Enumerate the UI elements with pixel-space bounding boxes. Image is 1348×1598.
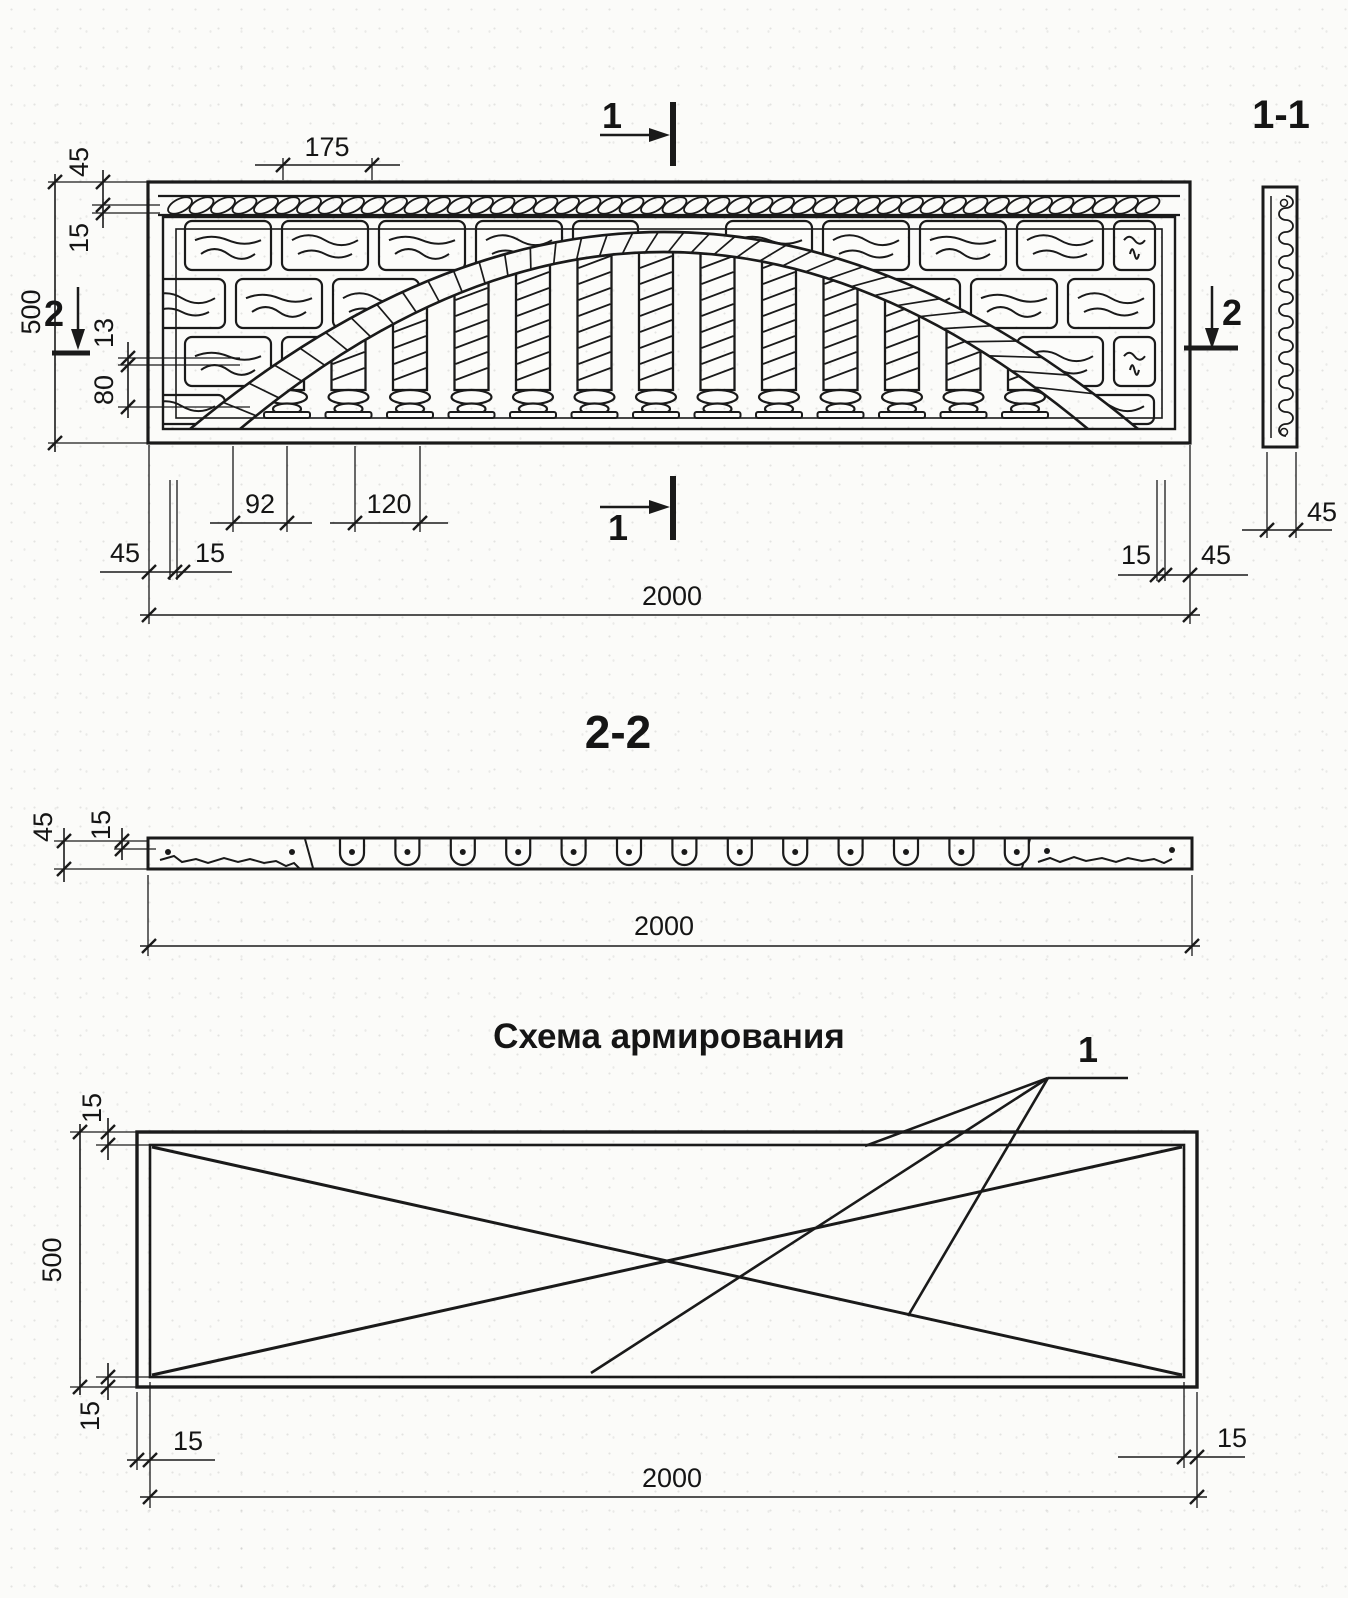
twist-line [517, 160, 549, 172]
stone-block [1068, 279, 1154, 328]
rope-hatch-line [1012, 371, 1068, 375]
rope-hatch-line [554, 242, 556, 264]
dim-label: 13 [89, 317, 119, 349]
stone-relief-right [1038, 857, 1172, 863]
pedestal-ring [698, 390, 738, 404]
twist-line [456, 160, 488, 172]
rope-link [896, 194, 925, 217]
rope-link [574, 194, 603, 217]
pedestal-ring [759, 390, 799, 404]
rope-link [1025, 194, 1054, 217]
rope-link [638, 194, 667, 217]
stone-block [1114, 337, 1155, 386]
dim-label: 15 [172, 1426, 204, 1456]
rope-link [552, 194, 581, 217]
twist-line [763, 160, 795, 172]
rope-link [488, 194, 517, 217]
rope-link [875, 194, 904, 217]
twist-line [825, 160, 857, 172]
section-dot [681, 849, 687, 855]
dim-label: 500 [16, 289, 46, 335]
section-dot [626, 849, 632, 855]
dim-label: 92 [244, 489, 276, 519]
rope-hatch-line [783, 251, 812, 266]
rope-hatch-line [714, 236, 735, 254]
pedestal-base [264, 412, 310, 418]
rope-hatch-line [223, 402, 256, 415]
rope-link [1111, 194, 1140, 217]
pedestal-base [572, 412, 618, 418]
anchor-dot [289, 849, 295, 855]
pedestal-ring [452, 390, 492, 404]
section-label: 2 [1222, 292, 1243, 333]
rope-link [466, 194, 495, 217]
rope-hatch-line [300, 348, 325, 365]
dim-label: 45 [1306, 497, 1338, 527]
section-dot [737, 849, 743, 855]
baluster-cross-sections [340, 840, 1029, 866]
rope-link [724, 194, 753, 217]
rope-hatch-line [966, 341, 1017, 342]
rope-link [402, 194, 431, 217]
anchor-dot [165, 849, 171, 855]
rope-link [703, 194, 732, 217]
pedestal-ring [821, 390, 861, 404]
rope-link [316, 194, 345, 217]
section-2-2-view [28, 706, 1192, 941]
profile-dot [1281, 429, 1288, 436]
rope-link [681, 194, 710, 217]
anchor-dot [1169, 847, 1175, 853]
dim-label: 45 [28, 811, 58, 843]
section-dot [515, 849, 521, 855]
pedestal-base [510, 412, 556, 418]
pedestal-base [756, 412, 802, 418]
anchor-dot [1044, 848, 1050, 854]
rope-hatch-line [454, 271, 463, 292]
dim-label: 15 [1120, 540, 1152, 570]
rope-hatch-line [897, 299, 940, 306]
dim-label: 15 [86, 809, 116, 841]
section-title: 2-2 [584, 706, 652, 758]
section-dot [460, 849, 466, 855]
twist-line [886, 160, 918, 172]
stone-block [1068, 395, 1154, 424]
rope-link [595, 194, 624, 217]
rope-hatch-line [600, 235, 608, 256]
dim-label: 2000 [641, 1463, 703, 1493]
stone-relief-left [160, 856, 300, 869]
rope-hatch-line [806, 258, 838, 271]
twist-line [579, 160, 611, 172]
twist-line [640, 160, 672, 172]
rope-hatch-line [645, 232, 658, 252]
pedestal-ring [1005, 390, 1045, 404]
rope-link [617, 194, 646, 217]
twist-line [1009, 160, 1041, 172]
rope-hatch-line [530, 248, 531, 270]
stone-texture [742, 249, 796, 259]
rope-hatch-line [577, 238, 582, 260]
pedestal-ring [329, 390, 369, 404]
dim-label: 2000 [633, 911, 695, 941]
rope-link [445, 194, 474, 217]
dim-label: 2000 [641, 581, 703, 611]
section-title: 1-1 [1252, 93, 1310, 137]
rope-link [1004, 194, 1033, 217]
rope-link [982, 194, 1011, 217]
scheme-title: Схема армирования [493, 1017, 845, 1056]
rope-hatch-line [428, 281, 439, 302]
dim-label: 15 [77, 1092, 107, 1124]
rope-band [165, 194, 1162, 217]
profile-relief-line [1279, 196, 1293, 436]
rope-link [337, 194, 366, 217]
rope-link [1047, 194, 1076, 217]
rope-link [767, 194, 796, 217]
pedestal-base [326, 412, 372, 418]
rope-link [251, 194, 280, 217]
twist-line [579, 240, 611, 252]
rope-link [187, 194, 216, 217]
rope-link [273, 194, 302, 217]
rope-hatch-line [402, 292, 416, 312]
rope-link [380, 194, 409, 217]
stone-block [236, 279, 322, 328]
section-dot [848, 849, 854, 855]
pedestal-ring [636, 390, 676, 404]
dim-label: 120 [366, 489, 412, 519]
twist-line [702, 160, 734, 172]
dim-label: 15 [75, 1400, 105, 1432]
section-dot [404, 849, 410, 855]
dim-label: 15 [194, 538, 226, 568]
section-dot [1014, 849, 1020, 855]
rope-link [1133, 194, 1162, 217]
rope-hatch-line [691, 234, 709, 253]
rope-link [359, 194, 388, 217]
rope-link [165, 194, 194, 217]
section-mark-1-top [600, 95, 673, 166]
rope-hatch-line [920, 312, 965, 317]
callout-label: 1 [1077, 1029, 1099, 1070]
rope-hatch-line [377, 304, 394, 324]
rope-hatch-line [989, 356, 1042, 358]
rope-link [810, 194, 839, 217]
pedestal-ring [575, 390, 615, 404]
rope-link [208, 194, 237, 217]
twist-line [640, 240, 672, 252]
rope-link [939, 194, 968, 217]
rope-link [423, 194, 452, 217]
section-label: 1 [601, 95, 622, 136]
rope-hatch-line [326, 332, 348, 350]
callout-leader [908, 1078, 1048, 1316]
dim-label: 45 [109, 538, 141, 568]
stone-block [139, 279, 225, 328]
section-dot [958, 849, 964, 855]
rope-hatch-line [668, 232, 684, 252]
section-label: 2 [43, 293, 64, 334]
pedestal-base [695, 412, 741, 418]
rope-link [294, 194, 323, 217]
elevation-view [139, 150, 1190, 443]
dim-label: 15 [1216, 1423, 1248, 1453]
pedestal-base [1002, 412, 1048, 418]
rope-link [230, 194, 259, 217]
rope-link [531, 194, 560, 217]
rope-link [789, 194, 818, 217]
section-dot [903, 849, 909, 855]
rope-hatch-line [505, 254, 508, 276]
rope-hatch-line [737, 240, 761, 257]
section-mark-2-right [1184, 286, 1242, 349]
rope-link [1090, 194, 1119, 217]
section-label: 1 [607, 507, 628, 548]
rope-hatch-line [829, 267, 864, 279]
pedestal-ring [882, 390, 922, 404]
reinforcement-view [37, 1017, 1247, 1493]
section-dot [571, 849, 577, 855]
rope-link [853, 194, 882, 217]
pedestal-base [387, 412, 433, 418]
stone-block [185, 337, 271, 386]
section-mark-1-bottom [600, 476, 673, 548]
stone-divider [305, 839, 313, 868]
rope-hatch-line [249, 383, 279, 398]
rope-hatch-line [851, 276, 888, 286]
bar-callout [591, 1029, 1128, 1373]
rope-hatch-line [874, 287, 914, 296]
dim-label: 500 [37, 1237, 67, 1283]
rope-hatch-line [943, 326, 991, 329]
section-strip-outline [148, 838, 1192, 869]
section-dot [349, 849, 355, 855]
rope-hatch-line [622, 233, 632, 254]
rope-hatch-line [479, 262, 485, 284]
stone-block [1017, 337, 1103, 386]
section-mark-2-left [44, 287, 90, 353]
twist-line [948, 160, 980, 172]
dim-label: 45 [64, 146, 94, 178]
rope-hatch-line [351, 318, 370, 337]
dim-label: 15 [64, 222, 94, 254]
rope-link [832, 194, 861, 217]
section-dot [792, 849, 798, 855]
pedestal-base [633, 412, 679, 418]
rope-link [746, 194, 775, 217]
pedestal-base [818, 412, 864, 418]
pedestal-ring [390, 390, 430, 404]
section-1-1-view [1252, 93, 1337, 527]
twist-line [394, 160, 426, 172]
rope-link [1068, 194, 1097, 217]
pedestal-base [879, 412, 925, 418]
rope-link [961, 194, 990, 217]
pedestal-base [449, 412, 495, 418]
pedestal-base [941, 412, 987, 418]
dim-label: 45 [1200, 540, 1232, 570]
pedestal-ring [944, 390, 984, 404]
dim-label: 175 [304, 132, 350, 162]
rope-link [509, 194, 538, 217]
pedestal-ring [513, 390, 553, 404]
dim-label: 80 [89, 374, 119, 406]
rope-hatch-line [760, 245, 786, 261]
profile-dot [1281, 200, 1288, 207]
rope-link [660, 194, 689, 217]
rope-link [918, 194, 947, 217]
rope-hatch-line [274, 365, 302, 381]
